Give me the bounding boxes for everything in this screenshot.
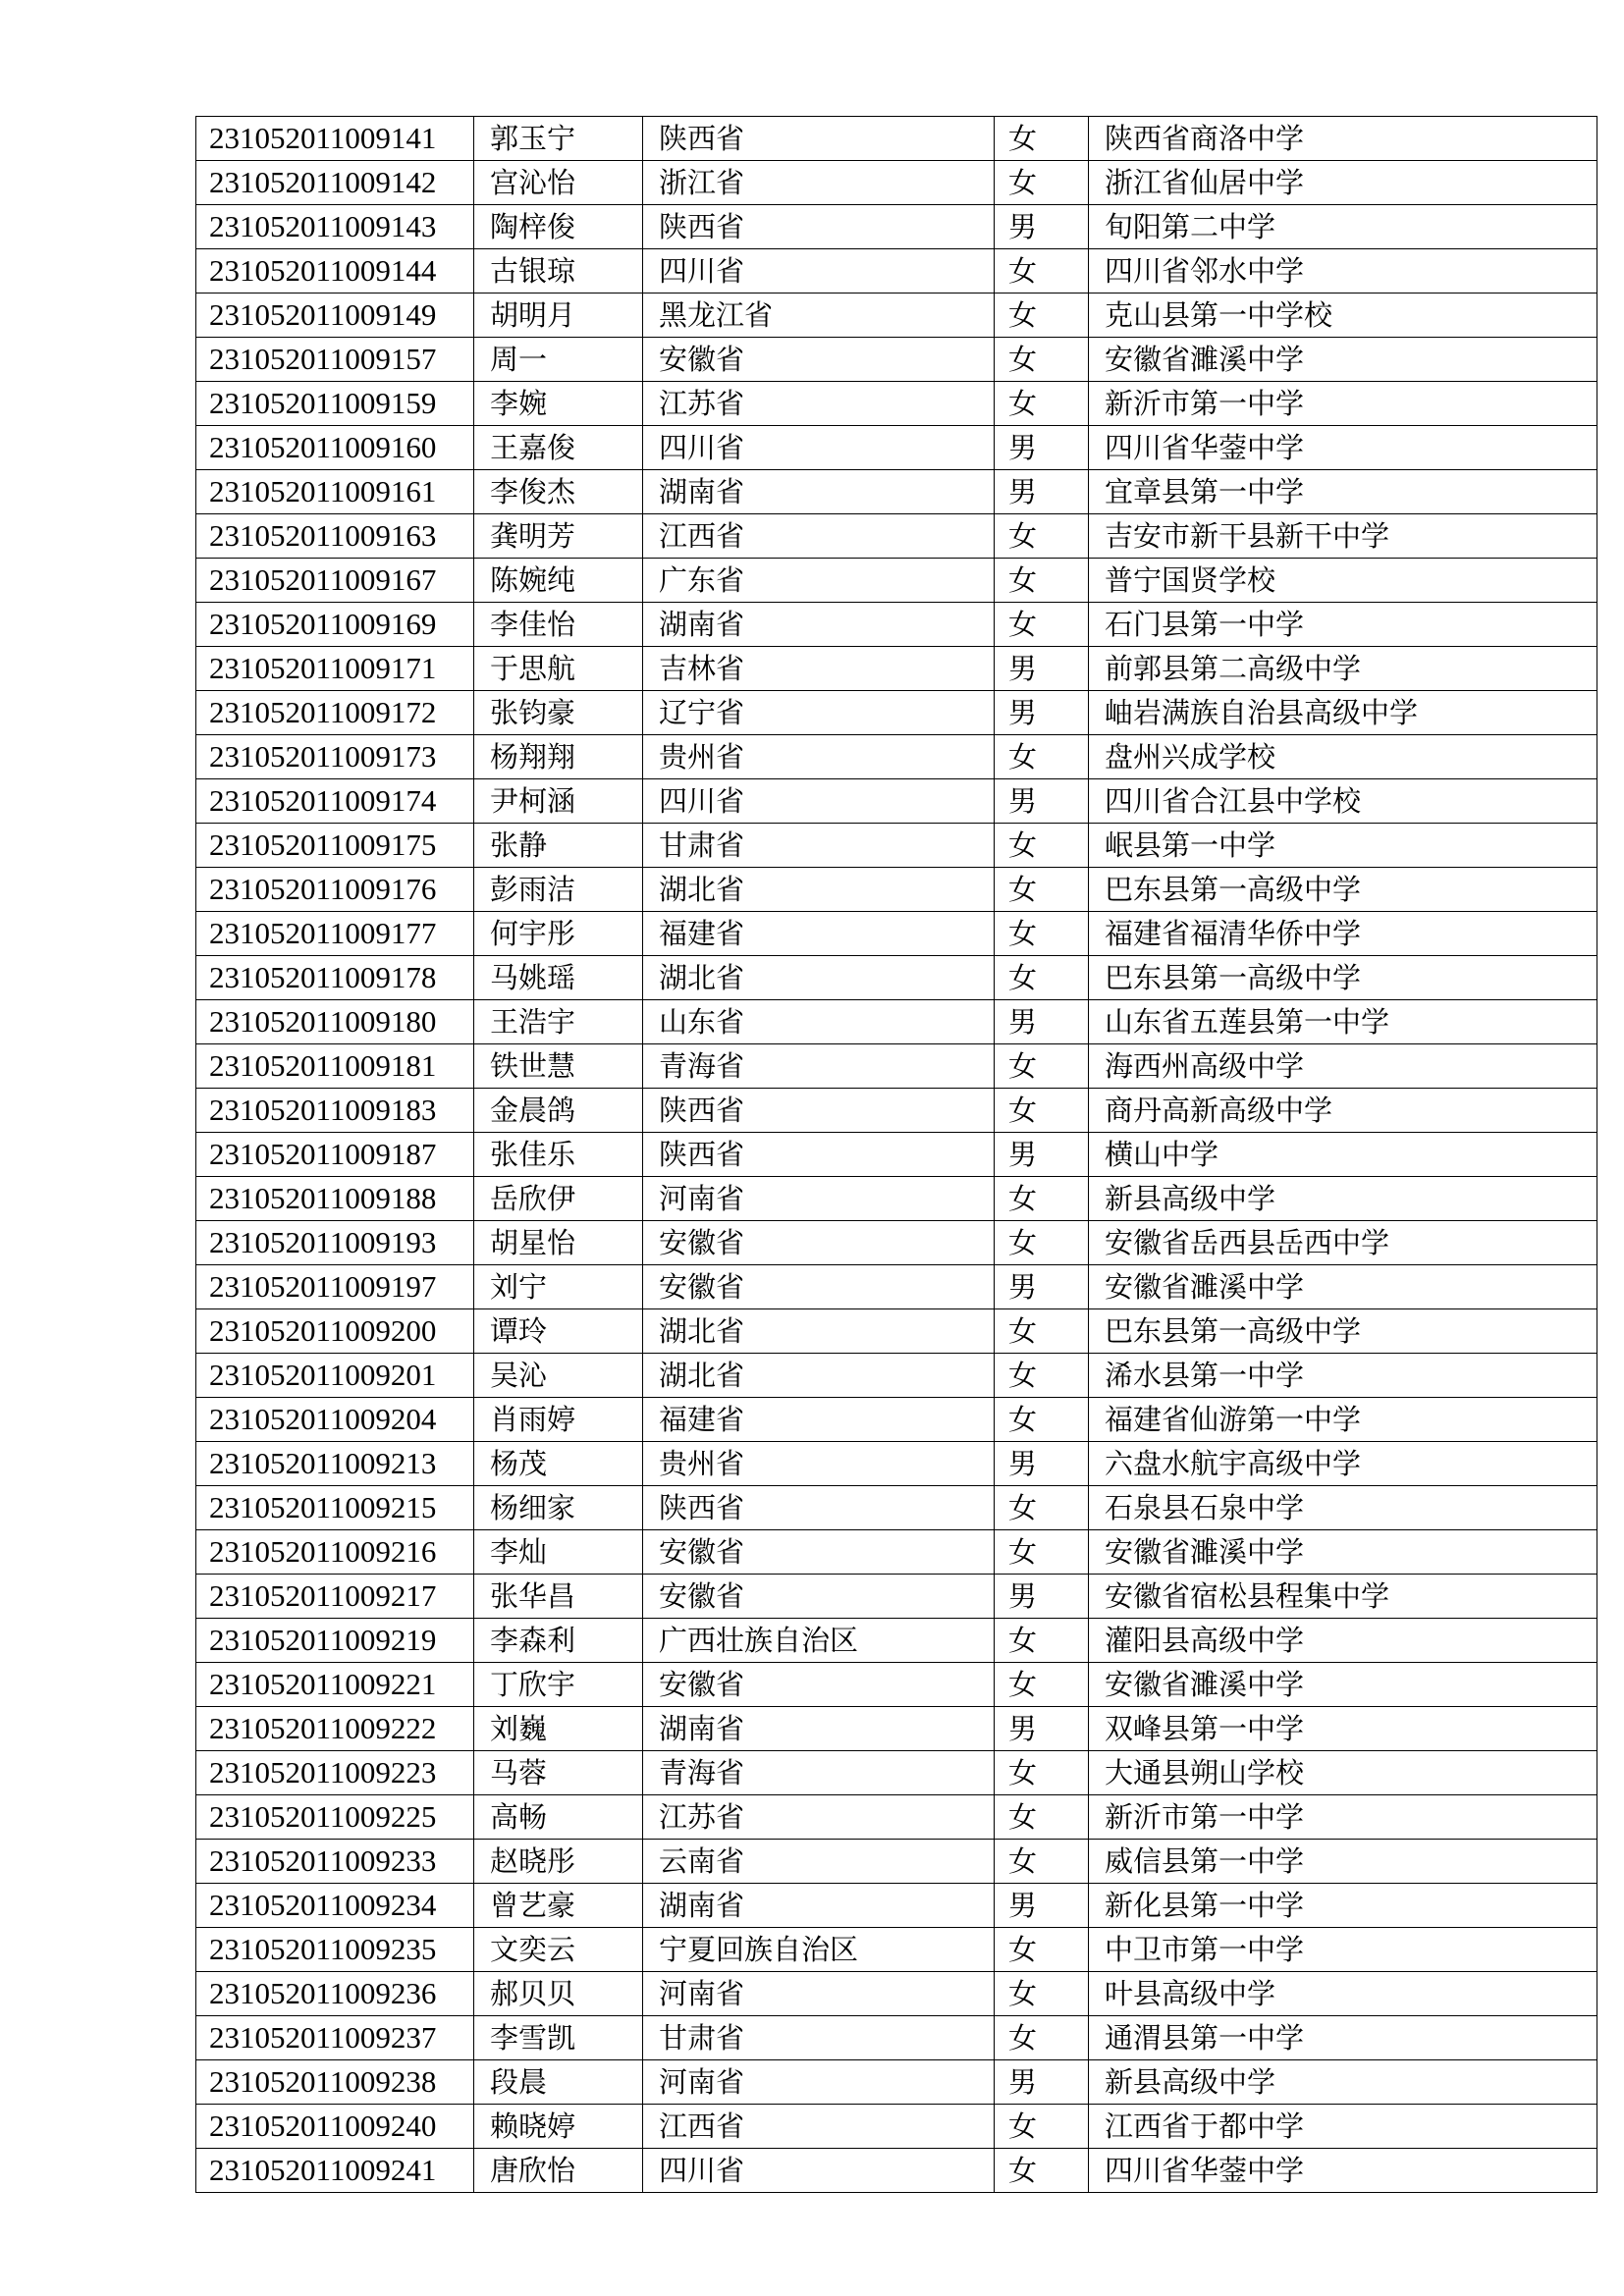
school-cell: 石门县第一中学 [1089,603,1597,647]
gender-cell: 女 [995,1309,1089,1354]
province-cell: 湖北省 [643,868,995,912]
gender-cell: 女 [995,1928,1089,1972]
province-cell: 安徽省 [643,1663,995,1707]
exam-id-cell: 231052011009169 [196,603,474,647]
exam-id-cell: 231052011009174 [196,779,474,824]
student-name-cell: 王嘉俊 [474,426,643,470]
gender-cell: 男 [995,470,1089,514]
gender-cell: 女 [995,1177,1089,1221]
table-row [196,868,1597,912]
table-row [196,1089,1597,1133]
student-name-cell: 张佳乐 [474,1133,643,1177]
exam-id-cell: 231052011009161 [196,470,474,514]
table-row [196,1221,1597,1265]
table-row [196,249,1597,294]
exam-id-cell: 231052011009181 [196,1044,474,1089]
gender-cell: 女 [995,1840,1089,1884]
school-cell: 江西省于都中学 [1089,2105,1597,2149]
exam-id-cell: 231052011009160 [196,426,474,470]
gender-cell: 女 [995,1354,1089,1398]
gender-cell: 女 [995,1530,1089,1575]
school-cell: 石泉县石泉中学 [1089,1486,1597,1530]
gender-cell: 男 [995,1442,1089,1486]
table-row [196,161,1597,205]
student-name-cell: 李俊杰 [474,470,643,514]
school-cell: 旬阳第二中学 [1089,205,1597,249]
school-cell: 威信县第一中学 [1089,1840,1597,1884]
student-name-cell: 李森利 [474,1619,643,1663]
table-row [196,1972,1597,2016]
table-row [196,1133,1597,1177]
exam-id-cell: 231052011009144 [196,249,474,294]
exam-id-cell: 231052011009237 [196,2016,474,2060]
province-cell: 河南省 [643,1972,995,2016]
table-row [196,647,1597,691]
province-cell: 湖北省 [643,1354,995,1398]
exam-id-cell: 231052011009142 [196,161,474,205]
student-name-cell: 杨细家 [474,1486,643,1530]
gender-cell: 女 [995,1486,1089,1530]
school-cell: 岫岩满族自治县高级中学 [1089,691,1597,735]
province-cell: 安徽省 [643,1265,995,1309]
province-cell: 广东省 [643,559,995,603]
province-cell: 湖北省 [643,1309,995,1354]
table-row [196,205,1597,249]
student-name-cell: 张静 [474,824,643,868]
gender-cell: 男 [995,647,1089,691]
table-row [196,1884,1597,1928]
exam-id-cell: 231052011009200 [196,1309,474,1354]
student-name-cell: 郝贝贝 [474,1972,643,2016]
student-name-cell: 彭雨洁 [474,868,643,912]
gender-cell: 女 [995,1044,1089,1089]
exam-id-cell: 231052011009176 [196,868,474,912]
table-row [196,603,1597,647]
exam-id-cell: 231052011009157 [196,338,474,382]
exam-id-cell: 231052011009183 [196,1089,474,1133]
gender-cell: 男 [995,426,1089,470]
exam-id-cell: 231052011009159 [196,382,474,426]
table-row [196,735,1597,779]
exam-id-cell: 231052011009167 [196,559,474,603]
student-name-cell: 文奕云 [474,1928,643,1972]
exam-id-cell: 231052011009236 [196,1972,474,2016]
exam-id-cell: 231052011009221 [196,1663,474,1707]
exam-id-cell: 231052011009223 [196,1751,474,1795]
student-name-cell: 杨翔翔 [474,735,643,779]
province-cell: 甘肃省 [643,2016,995,2060]
province-cell: 湖南省 [643,603,995,647]
exam-id-cell: 231052011009234 [196,1884,474,1928]
student-name-cell: 段晨 [474,2060,643,2105]
exam-id-cell: 231052011009187 [196,1133,474,1177]
student-name-cell: 谭玲 [474,1309,643,1354]
student-name-cell: 何宇彤 [474,912,643,956]
school-cell: 克山县第一中学校 [1089,294,1597,338]
gender-cell: 男 [995,205,1089,249]
province-cell: 湖北省 [643,956,995,1000]
province-cell: 江苏省 [643,1795,995,1840]
student-name-cell: 赖晓婷 [474,2105,643,2149]
school-cell: 盘州兴成学校 [1089,735,1597,779]
school-cell: 福建省仙游第一中学 [1089,1398,1597,1442]
table-row [196,2105,1597,2149]
province-cell: 宁夏回族自治区 [643,1928,995,1972]
province-cell: 四川省 [643,779,995,824]
school-cell: 新沂市第一中学 [1089,1795,1597,1840]
gender-cell: 女 [995,912,1089,956]
school-cell: 叶县高级中学 [1089,1972,1597,2016]
student-roster-table [195,116,1597,2193]
table-row [196,824,1597,868]
province-cell: 安徽省 [643,1575,995,1619]
gender-cell: 男 [995,1265,1089,1309]
gender-cell: 女 [995,1398,1089,1442]
table-row [196,779,1597,824]
exam-id-cell: 231052011009235 [196,1928,474,1972]
student-name-cell: 于思航 [474,647,643,691]
table-row [196,1575,1597,1619]
gender-cell: 女 [995,824,1089,868]
province-cell: 江苏省 [643,382,995,426]
school-cell: 岷县第一中学 [1089,824,1597,868]
student-name-cell: 陶梓俊 [474,205,643,249]
student-name-cell: 铁世慧 [474,1044,643,1089]
exam-id-cell: 231052011009233 [196,1840,474,1884]
table-row [196,426,1597,470]
student-name-cell: 张华昌 [474,1575,643,1619]
table-row [196,294,1597,338]
province-cell: 广西壮族自治区 [643,1619,995,1663]
student-name-cell: 曾艺豪 [474,1884,643,1928]
gender-cell: 女 [995,1663,1089,1707]
student-name-cell: 高畅 [474,1795,643,1840]
province-cell: 甘肃省 [643,824,995,868]
table-row [196,1442,1597,1486]
gender-cell: 男 [995,1575,1089,1619]
school-cell: 巴东县第一高级中学 [1089,956,1597,1000]
school-cell: 新县高级中学 [1089,1177,1597,1221]
gender-cell: 女 [995,2016,1089,2060]
province-cell: 江西省 [643,514,995,559]
table-row [196,1840,1597,1884]
table-row [196,1751,1597,1795]
gender-cell: 女 [995,514,1089,559]
gender-cell: 女 [995,2105,1089,2149]
table-row [196,2149,1597,2193]
school-cell: 安徽省濉溪中学 [1089,1265,1597,1309]
exam-id-cell: 231052011009240 [196,2105,474,2149]
table-row [196,691,1597,735]
gender-cell: 女 [995,1751,1089,1795]
province-cell: 湖南省 [643,470,995,514]
table-row [196,470,1597,514]
school-cell: 陕西省商洛中学 [1089,117,1597,161]
school-cell: 灌阳县高级中学 [1089,1619,1597,1663]
province-cell: 贵州省 [643,735,995,779]
school-cell: 四川省邻水中学 [1089,249,1597,294]
student-name-cell: 杨茂 [474,1442,643,1486]
province-cell: 陕西省 [643,1133,995,1177]
school-cell: 安徽省濉溪中学 [1089,1663,1597,1707]
student-name-cell: 刘宁 [474,1265,643,1309]
school-cell: 安徽省岳西县岳西中学 [1089,1221,1597,1265]
school-cell: 前郭县第二高级中学 [1089,647,1597,691]
exam-id-cell: 231052011009171 [196,647,474,691]
school-cell: 大通县朔山学校 [1089,1751,1597,1795]
table-row [196,2016,1597,2060]
school-cell: 双峰县第一中学 [1089,1707,1597,1751]
gender-cell: 男 [995,2060,1089,2105]
school-cell: 横山中学 [1089,1133,1597,1177]
gender-cell: 男 [995,691,1089,735]
table-row [196,1398,1597,1442]
student-name-cell: 李灿 [474,1530,643,1575]
gender-cell: 女 [995,161,1089,205]
school-cell: 吉安市新干县新干中学 [1089,514,1597,559]
student-name-cell: 王浩宇 [474,1000,643,1044]
student-name-cell: 马蓉 [474,1751,643,1795]
province-cell: 四川省 [643,426,995,470]
gender-cell: 男 [995,1707,1089,1751]
table-row [196,382,1597,426]
student-name-cell: 龚明芳 [474,514,643,559]
table-row [196,1044,1597,1089]
gender-cell: 女 [995,294,1089,338]
school-cell: 中卫市第一中学 [1089,1928,1597,1972]
student-name-cell: 周一 [474,338,643,382]
exam-id-cell: 231052011009163 [196,514,474,559]
table-row [196,1707,1597,1751]
school-cell: 新沂市第一中学 [1089,382,1597,426]
student-name-cell: 胡明月 [474,294,643,338]
province-cell: 福建省 [643,1398,995,1442]
student-name-cell: 古银琼 [474,249,643,294]
exam-id-cell: 231052011009219 [196,1619,474,1663]
exam-id-cell: 231052011009197 [196,1265,474,1309]
school-cell: 商丹高新高级中学 [1089,1089,1597,1133]
school-cell: 巴东县第一高级中学 [1089,868,1597,912]
student-name-cell: 刘巍 [474,1707,643,1751]
student-name-cell: 赵晓彤 [474,1840,643,1884]
exam-id-cell: 231052011009175 [196,824,474,868]
school-cell: 巴东县第一高级中学 [1089,1309,1597,1354]
gender-cell: 女 [995,2149,1089,2193]
gender-cell: 女 [995,559,1089,603]
table-row [196,1795,1597,1840]
school-cell: 海西州高级中学 [1089,1044,1597,1089]
exam-id-cell: 231052011009201 [196,1354,474,1398]
province-cell: 湖南省 [643,1707,995,1751]
table-row [196,912,1597,956]
student-name-cell: 吴沁 [474,1354,643,1398]
exam-id-cell: 231052011009143 [196,205,474,249]
gender-cell: 女 [995,382,1089,426]
gender-cell: 女 [995,1972,1089,2016]
table-row [196,1000,1597,1044]
gender-cell: 女 [995,1089,1089,1133]
exam-id-cell: 231052011009213 [196,1442,474,1486]
student-name-cell: 郭玉宁 [474,117,643,161]
school-cell: 新县高级中学 [1089,2060,1597,2105]
province-cell: 河南省 [643,2060,995,2105]
student-name-cell: 李雪凯 [474,2016,643,2060]
province-cell: 湖南省 [643,1884,995,1928]
exam-id-cell: 231052011009178 [196,956,474,1000]
student-name-cell: 岳欣伊 [474,1177,643,1221]
province-cell: 四川省 [643,249,995,294]
province-cell: 陕西省 [643,1089,995,1133]
exam-id-cell: 231052011009188 [196,1177,474,1221]
exam-id-cell: 231052011009241 [196,2149,474,2193]
exam-id-cell: 231052011009177 [196,912,474,956]
gender-cell: 男 [995,1000,1089,1044]
exam-id-cell: 231052011009222 [196,1707,474,1751]
province-cell: 江西省 [643,2105,995,2149]
province-cell: 安徽省 [643,1530,995,1575]
province-cell: 山东省 [643,1000,995,1044]
table-row [196,1928,1597,1972]
roster-body [196,117,1597,2193]
province-cell: 浙江省 [643,161,995,205]
school-cell: 山东省五莲县第一中学 [1089,1000,1597,1044]
school-cell: 安徽省濉溪中学 [1089,1530,1597,1575]
student-name-cell: 胡星怡 [474,1221,643,1265]
school-cell: 新化县第一中学 [1089,1884,1597,1928]
table-row [196,1177,1597,1221]
school-cell: 六盘水航宇高级中学 [1089,1442,1597,1486]
province-cell: 福建省 [643,912,995,956]
student-name-cell: 肖雨婷 [474,1398,643,1442]
exam-id-cell: 231052011009215 [196,1486,474,1530]
table-row [196,1486,1597,1530]
gender-cell: 女 [995,338,1089,382]
table-row [196,117,1597,161]
province-cell: 安徽省 [643,1221,995,1265]
school-cell: 四川省合江县中学校 [1089,779,1597,824]
exam-id-cell: 231052011009238 [196,2060,474,2105]
student-name-cell: 唐欣怡 [474,2149,643,2193]
province-cell: 陕西省 [643,205,995,249]
school-cell: 通渭县第一中学 [1089,2016,1597,2060]
gender-cell: 女 [995,868,1089,912]
school-cell: 浙江省仙居中学 [1089,161,1597,205]
exam-id-cell: 231052011009217 [196,1575,474,1619]
table-row [196,956,1597,1000]
school-cell: 安徽省宿松县程集中学 [1089,1575,1597,1619]
student-name-cell: 宫沁怡 [474,161,643,205]
exam-id-cell: 231052011009180 [196,1000,474,1044]
student-name-cell: 李佳怡 [474,603,643,647]
student-name-cell: 李婉 [474,382,643,426]
province-cell: 辽宁省 [643,691,995,735]
province-cell: 吉林省 [643,647,995,691]
student-name-cell: 金晨鸽 [474,1089,643,1133]
school-cell: 安徽省濉溪中学 [1089,338,1597,382]
province-cell: 青海省 [643,1044,995,1089]
province-cell: 云南省 [643,1840,995,1884]
school-cell: 福建省福清华侨中学 [1089,912,1597,956]
gender-cell: 女 [995,735,1089,779]
table-row [196,1530,1597,1575]
school-cell: 四川省华蓥中学 [1089,2149,1597,2193]
exam-id-cell: 231052011009216 [196,1530,474,1575]
exam-id-cell: 231052011009204 [196,1398,474,1442]
gender-cell: 男 [995,1133,1089,1177]
gender-cell: 男 [995,1884,1089,1928]
exam-id-cell: 231052011009173 [196,735,474,779]
table-row [196,1309,1597,1354]
student-name-cell: 尹柯涵 [474,779,643,824]
student-name-cell: 马姚瑶 [474,956,643,1000]
table-row [196,1265,1597,1309]
province-cell: 陕西省 [643,1486,995,1530]
province-cell: 四川省 [643,2149,995,2193]
table-row [196,1354,1597,1398]
gender-cell: 女 [995,117,1089,161]
school-cell: 宜章县第一中学 [1089,470,1597,514]
student-name-cell: 张钧豪 [474,691,643,735]
exam-id-cell: 231052011009225 [196,1795,474,1840]
province-cell: 贵州省 [643,1442,995,1486]
school-cell: 四川省华蓥中学 [1089,426,1597,470]
school-cell: 浠水县第一中学 [1089,1354,1597,1398]
gender-cell: 男 [995,779,1089,824]
school-cell: 普宁国贤学校 [1089,559,1597,603]
province-cell: 青海省 [643,1751,995,1795]
table-row [196,2060,1597,2105]
exam-id-cell: 231052011009193 [196,1221,474,1265]
gender-cell: 女 [995,1221,1089,1265]
province-cell: 黑龙江省 [643,294,995,338]
province-cell: 河南省 [643,1177,995,1221]
gender-cell: 女 [995,956,1089,1000]
gender-cell: 女 [995,603,1089,647]
gender-cell: 女 [995,1619,1089,1663]
table-row [196,338,1597,382]
student-name-cell: 丁欣宇 [474,1663,643,1707]
exam-id-cell: 231052011009172 [196,691,474,735]
student-name-cell: 陈婉纯 [474,559,643,603]
table-row [196,514,1597,559]
table-row [196,1619,1597,1663]
exam-id-cell: 231052011009141 [196,117,474,161]
gender-cell: 女 [995,1795,1089,1840]
province-cell: 安徽省 [643,338,995,382]
gender-cell: 女 [995,249,1089,294]
table-row [196,1663,1597,1707]
exam-id-cell: 231052011009149 [196,294,474,338]
province-cell: 陕西省 [643,117,995,161]
table-row [196,559,1597,603]
